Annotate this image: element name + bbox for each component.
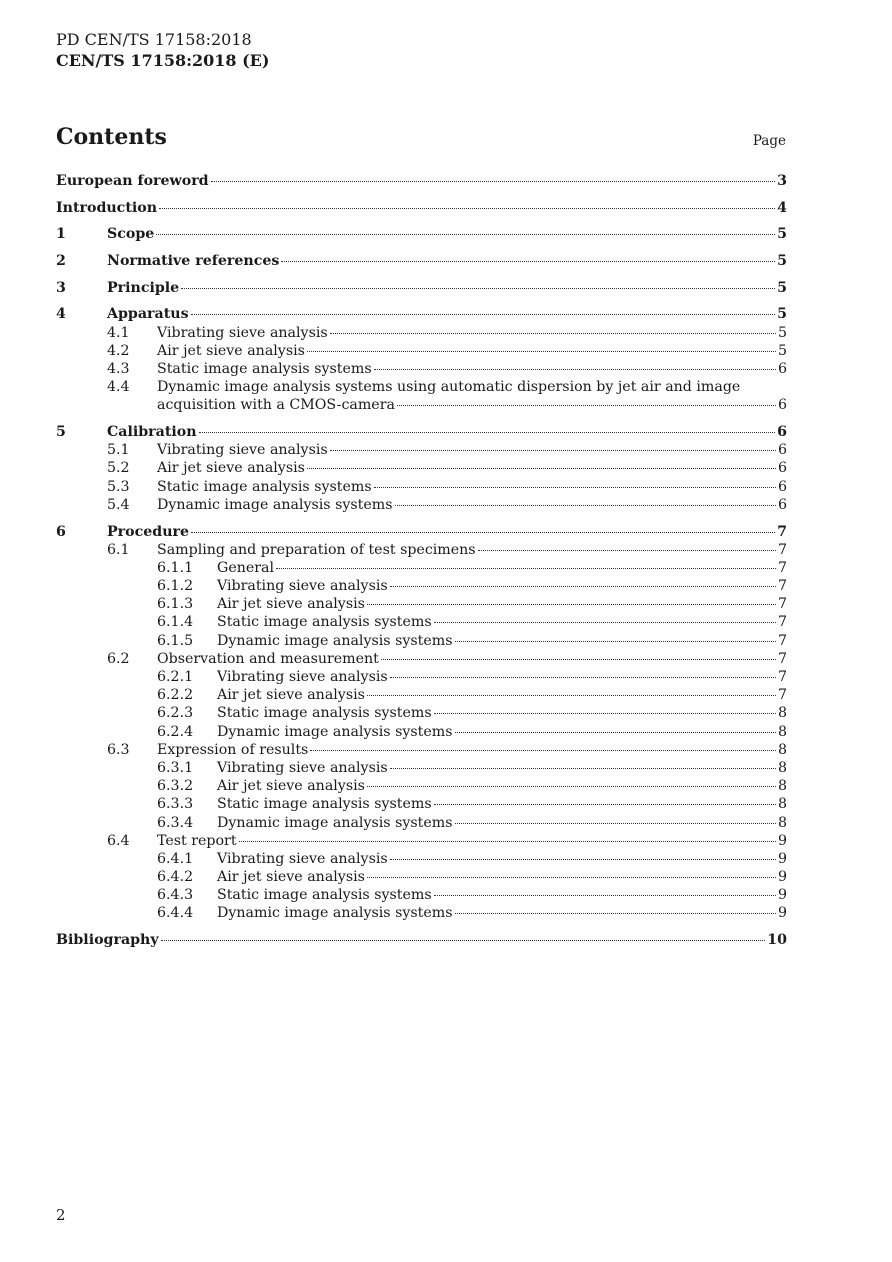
toc-entry-title-continued: acquisition with a CMOS-camera	[157, 397, 395, 414]
toc-entry[interactable]	[56, 441, 787, 459]
toc-entry-number: 6.3.3	[157, 796, 194, 813]
toc-entry-page: 7	[777, 578, 787, 595]
dot-leader	[455, 823, 776, 824]
toc-entry-page: 8	[777, 778, 787, 795]
dot-leader	[330, 450, 776, 451]
toc-entry-title: Air jet sieve analysis	[217, 596, 365, 613]
toc-entry-title: Procedure	[107, 523, 190, 540]
dot-leader	[434, 713, 776, 714]
dot-leader	[367, 877, 776, 878]
toc-entry-page: 5	[777, 306, 787, 323]
toc-entry-number: 6.3	[107, 741, 130, 758]
toc-entry-title: Test report	[157, 832, 237, 849]
toc-entry-number: 6.1.4	[157, 614, 194, 631]
toc-entry-title: Static image analysis systems	[217, 887, 432, 904]
toc-entry-title: Introduction	[56, 199, 158, 216]
toc-entry-title: Scope	[107, 226, 155, 243]
toc-entry-page: 10	[767, 932, 787, 949]
toc-entry-title: Static image analysis systems	[217, 796, 432, 813]
toc-entry-continuation[interactable]	[56, 396, 787, 414]
toc-entry-title: Expression of results	[157, 741, 309, 758]
dot-leader	[307, 351, 776, 352]
dot-leader	[156, 234, 775, 235]
toc-entry[interactable]	[56, 795, 787, 813]
toc-entry[interactable]	[56, 904, 787, 922]
toc-entry-title: Apparatus	[107, 306, 189, 323]
toc-entry-title: Normative references	[107, 253, 280, 270]
dot-leader	[161, 940, 766, 941]
toc-entry-page: 6	[777, 496, 787, 513]
toc-entry-number: 6.2	[107, 650, 130, 667]
toc-entry-page: 8	[777, 741, 787, 758]
toc-entry[interactable]	[56, 496, 787, 514]
toc-entry-number: 6.1.3	[157, 596, 194, 613]
toc-entry-title: Sampling and preparation of test specimens	[157, 541, 476, 558]
toc-entry-page: 7	[777, 687, 787, 704]
dot-leader	[434, 804, 776, 805]
toc-entry-number: 6.4.1	[157, 850, 194, 867]
toc-entry-page: 5	[777, 324, 787, 341]
toc-entry-title: Static image analysis systems	[157, 361, 372, 377]
toc-entry-title: Observation and measurement	[157, 650, 379, 667]
toc-entry-title: Calibration	[107, 424, 197, 441]
toc-entry-title: Dynamic image analysis systems	[157, 496, 393, 513]
toc-entry-number: 5.1	[107, 442, 130, 459]
dot-leader	[478, 550, 776, 551]
toc-entry-page: 6	[777, 460, 787, 477]
toc-entry-page: 3	[777, 173, 787, 189]
toc-entry-page: 6	[777, 478, 787, 495]
dot-leader	[367, 786, 776, 787]
toc-entry-page: 7	[777, 596, 787, 613]
toc-entry-number: 6.2.2	[157, 687, 194, 704]
toc-entry-title: Air jet sieve analysis	[217, 778, 365, 795]
toc-entry-number: 5.2	[107, 460, 130, 477]
toc-entry-page: 9	[777, 869, 787, 886]
toc-entry-number: 4.4	[107, 379, 130, 396]
toc-entry[interactable]	[56, 324, 787, 342]
dot-leader	[191, 314, 776, 315]
toc-entry-page: 4	[777, 199, 787, 216]
toc-entry-page: 8	[777, 814, 787, 831]
toc-entry-number: 6.1.2	[157, 578, 194, 595]
toc-entry-page: 8	[777, 759, 787, 776]
toc-entry-page: 8	[777, 723, 787, 740]
toc-entry-title: Principle	[107, 279, 180, 296]
toc-entry[interactable]	[56, 172, 787, 190]
page-number: 2	[56, 1206, 66, 1224]
toc-entry-title: Vibrating sieve analysis	[217, 850, 388, 867]
toc-entry-title: Dynamic image analysis systems using automatic dispersion by jet air and image	[157, 379, 741, 396]
dot-leader	[367, 695, 776, 696]
toc-entry[interactable]	[56, 541, 787, 559]
toc-entry-page: 6	[777, 424, 787, 441]
toc-entry-number: 2	[56, 253, 66, 270]
toc-entry-number: 6.4	[107, 832, 130, 849]
dot-leader	[211, 181, 776, 182]
toc-entry-page: 7	[777, 541, 787, 558]
toc-entry-title: Dynamic image analysis systems	[217, 723, 453, 740]
dot-leader	[374, 487, 776, 488]
toc-entry[interactable]	[56, 378, 787, 396]
dot-leader	[434, 895, 776, 896]
toc-entry-page: 9	[777, 887, 787, 904]
toc-entry-number: 6.2.3	[157, 705, 194, 722]
toc-entry[interactable]	[56, 931, 787, 949]
toc-entry[interactable]	[56, 723, 787, 741]
toc-entry[interactable]	[56, 868, 787, 886]
toc-entry[interactable]	[56, 252, 787, 270]
dot-leader	[276, 568, 776, 569]
dot-leader	[367, 604, 776, 605]
toc-entry-page: 6	[777, 397, 787, 414]
toc-entry-number: 6.3.4	[157, 814, 194, 831]
page-title: Contents	[56, 124, 167, 150]
toc-entry-number: 5.3	[107, 478, 130, 495]
toc-entry[interactable]	[56, 577, 787, 595]
toc-entry-number: 6.4.3	[157, 887, 194, 904]
toc-entry[interactable]	[56, 832, 787, 850]
dot-leader	[390, 586, 776, 587]
toc-entry-title: Air jet sieve analysis	[217, 869, 365, 886]
dot-leader	[390, 859, 776, 860]
toc-entry-number: 6.2.1	[157, 669, 194, 685]
toc-entry-title: Air jet sieve analysis	[157, 460, 305, 477]
toc-entry[interactable]	[56, 886, 787, 904]
toc-entry-page: 7	[777, 632, 787, 649]
toc-entry-title: Vibrating sieve analysis	[217, 759, 388, 776]
toc-entry-number: 6.1.1	[157, 559, 194, 576]
toc-entry[interactable]	[56, 759, 787, 777]
toc-entry-title: Static image analysis systems	[217, 705, 432, 722]
dot-leader	[374, 369, 776, 370]
dot-leader	[310, 750, 776, 751]
dot-leader	[390, 677, 776, 678]
toc-entry-title: Vibrating sieve analysis	[217, 578, 388, 595]
table-of-contents	[56, 172, 787, 949]
toc-entry-number: 4	[56, 306, 66, 323]
toc-entry[interactable]	[56, 741, 787, 759]
toc-entry[interactable]	[56, 704, 787, 722]
dot-leader	[455, 913, 776, 914]
toc-entry-title: European foreword	[56, 173, 209, 189]
toc-entry-number: 1	[56, 226, 66, 243]
document-id: PD CEN/TS 17158:2018	[56, 30, 252, 49]
toc-entry-page: 7	[777, 614, 787, 631]
toc-entry-page: 9	[777, 905, 787, 922]
toc-entry-page: 9	[777, 850, 787, 867]
toc-entry[interactable]	[56, 559, 787, 577]
dot-leader	[455, 641, 776, 642]
toc-entry-number: 6	[56, 523, 66, 540]
dot-leader	[397, 405, 776, 406]
toc-entry-page: 6	[777, 361, 787, 377]
toc-entry[interactable]	[56, 777, 787, 795]
toc-entry-number: 4.1	[107, 324, 130, 341]
toc-entry-page: 7	[777, 523, 787, 540]
dot-leader	[239, 841, 776, 842]
toc-entry[interactable]	[56, 305, 787, 323]
dot-leader	[395, 505, 776, 506]
toc-entry[interactable]	[56, 360, 787, 378]
toc-entry[interactable]	[56, 199, 787, 217]
dot-leader	[281, 261, 775, 262]
toc-entry-number: 6.4.4	[157, 905, 194, 922]
toc-entry[interactable]	[56, 523, 787, 541]
toc-entry-title: Air jet sieve analysis	[217, 687, 365, 704]
page-column-label: Page	[752, 133, 786, 149]
toc-entry-title: General	[217, 559, 275, 576]
toc-entry-page: 5	[777, 279, 787, 296]
dot-leader	[330, 333, 776, 334]
toc-entry-number: 6.3.1	[157, 759, 194, 776]
toc-entry[interactable]	[56, 632, 787, 650]
toc-entry-page: 7	[777, 559, 787, 576]
dot-leader	[199, 432, 776, 433]
toc-entry-title: Vibrating sieve analysis	[157, 324, 328, 341]
toc-entry-title: Dynamic image analysis systems	[217, 905, 453, 922]
toc-entry[interactable]	[56, 850, 787, 868]
toc-entry-page: 5	[777, 226, 787, 243]
toc-entry-number: 6.2.4	[157, 723, 194, 740]
toc-entry[interactable]	[56, 650, 787, 668]
dot-leader	[455, 732, 776, 733]
dot-leader	[381, 659, 776, 660]
toc-entry-number: 6.4.2	[157, 869, 194, 886]
toc-entry-title: Dynamic image analysis systems	[217, 632, 453, 649]
toc-entry[interactable]	[56, 279, 787, 297]
toc-entry[interactable]	[56, 342, 787, 360]
toc-entry[interactable]	[56, 814, 787, 832]
toc-entry[interactable]	[56, 459, 787, 477]
dot-leader	[434, 622, 776, 623]
toc-entry-number: 5	[56, 424, 66, 441]
toc-entry-page: 5	[777, 342, 787, 359]
toc-entry[interactable]	[56, 613, 787, 631]
dot-leader	[191, 532, 775, 533]
toc-entry-title: Bibliography	[56, 932, 159, 949]
toc-entry-title: Air jet sieve analysis	[157, 342, 305, 359]
toc-entry[interactable]	[56, 478, 787, 496]
toc-entry[interactable]	[56, 595, 787, 613]
dot-leader	[307, 468, 776, 469]
toc-entry-page: 8	[777, 705, 787, 722]
dot-leader	[159, 208, 775, 209]
toc-entry-page: 9	[777, 832, 787, 849]
toc-entry-number: 5.4	[107, 496, 130, 513]
toc-entry-title: Vibrating sieve analysis	[157, 442, 328, 459]
toc-entry[interactable]	[56, 423, 787, 441]
toc-entry-number: 3	[56, 279, 66, 296]
toc-entry[interactable]	[56, 668, 787, 686]
dot-leader	[181, 288, 775, 289]
toc-entry-page: 5	[777, 253, 787, 270]
toc-entry-page: 7	[777, 650, 787, 667]
toc-entry[interactable]	[56, 225, 787, 243]
toc-entry-number: 6.3.2	[157, 778, 194, 795]
toc-entry-title: Dynamic image analysis systems	[217, 814, 453, 831]
document-id-english: CEN/TS 17158:2018 (E)	[56, 51, 270, 70]
toc-entry-number: 6.1.5	[157, 632, 194, 649]
toc-entry-page: 6	[777, 442, 787, 459]
toc-entry-page: 8	[777, 796, 787, 813]
dot-leader	[390, 768, 776, 769]
toc-entry-number: 4.3	[107, 361, 130, 377]
toc-entry-page: 7	[777, 669, 787, 685]
toc-entry-number: 6.1	[107, 541, 130, 558]
toc-entry-number: 4.2	[107, 342, 130, 359]
toc-entry[interactable]	[56, 686, 787, 704]
toc-entry-title: Static image analysis systems	[157, 478, 372, 495]
toc-entry-title: Static image analysis systems	[217, 614, 432, 631]
toc-entry-title: Vibrating sieve analysis	[217, 669, 388, 685]
